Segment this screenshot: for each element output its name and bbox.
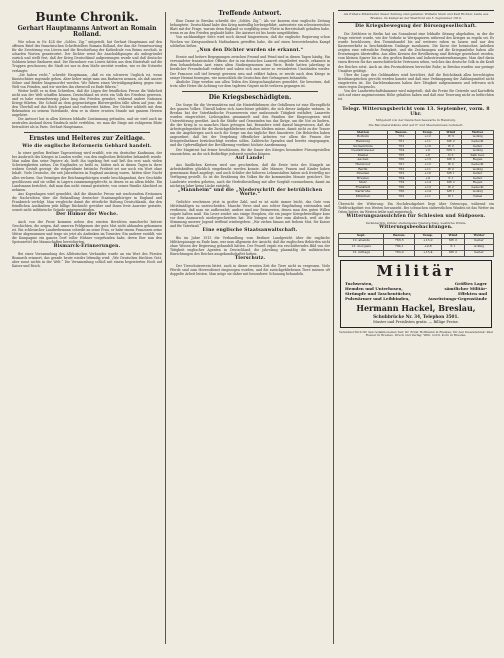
article-paragraph: Eine Dame in Breslau schreibt der „Schles. Zig.“: Als vor kurzem eine englische Zeitung behauptete, Deutschland habe den Krieg mutwillig herbeigeführt, antwortete ein schweizerisches Blatt mit der Frage, warum denn England so sorgfältig seine Flotte in Bereitschaft gehalten habe, wenn es an den Frieden geglaubt hätte. Die Antwort ist bis heute ausgeblieben. bbox=[170, 19, 330, 36]
ad-address: Schuhbrücke Nr. 34, Telephon 3501. bbox=[373, 313, 459, 319]
column-2 bbox=[170, 10, 330, 646]
weather-table-cell: Frankfurt bbox=[339, 185, 388, 190]
weather-table-cell: W 2 bbox=[440, 162, 462, 167]
weather-table-cell: +11 bbox=[416, 167, 440, 172]
weather-table-cell: +13 bbox=[416, 158, 440, 163]
weather-table-cell: S 1 bbox=[440, 176, 462, 181]
weather-table-cell: W 3 bbox=[440, 135, 462, 140]
article-title-mannheim: „Mannheim“ und die „Niederschrift der betrüblichen Worte.“ bbox=[177, 187, 323, 198]
ad-title: Militär bbox=[376, 261, 456, 280]
weather-table-cell: 765 bbox=[387, 153, 415, 158]
weather-table-cell: +11 bbox=[416, 139, 440, 144]
weather-table-cell: heiter bbox=[462, 144, 494, 149]
weather-table-cell: Aachen bbox=[339, 158, 388, 163]
article-paragraph: Gedichte erscheinen jetzt in großer Zahl, und es ist nicht immer leicht, das Gute vom Mittelmäßigen zu unterscheiden. Manche Verse sind aus echter Empfindung entstanden und verdienen, daß man sie aufbewahrt; andere sind nur Reimereien, denen man den guten Willen zugute halten muß. Ein Leser sendet uns einige Strophen, die ein junger Kriegsfreiwilliger kurz vor dem Ausmarsch niedergeschrieben hat. Wir bringen sie hier zum Abdruck, weil sie die Stimmung unserer Jugend treffend wiedergeben: „Wir ziehen hinaus mit frohem Mut, für Kaiser und für Vaterland.“ bbox=[170, 200, 330, 229]
weather-table-cell: Karlsruhe bbox=[339, 190, 388, 195]
barometer-table-cell: heiter bbox=[465, 250, 494, 256]
weather-table-cell: +9 bbox=[416, 149, 440, 154]
divider bbox=[24, 132, 150, 133]
barometer-table-row bbox=[339, 250, 494, 256]
weather-table-cell: 761 bbox=[387, 162, 415, 167]
article-paragraph: Über die Lage des Geldmarktes wird berichtet, daß die Reichsbank allen berechtigten Kreditansprüchen gerecht werden konnte und daß eine Verknappung der Zahlungsmittel nicht eingetreten ist. Die Darlehenskassen haben ihre Tätigkeit aufgenommen und erfreuen sich eines regen Zuspruchs. bbox=[338, 72, 494, 89]
weather-table-cell: 764 bbox=[387, 176, 415, 181]
ad-line: Effekten und bbox=[458, 290, 487, 296]
weather-table-cell: bedeckt bbox=[462, 139, 494, 144]
weather-table-cell: bedeckt bbox=[462, 185, 494, 190]
weather-table-cell: Swinemünde bbox=[339, 144, 388, 149]
forecast-title: Witterungsaussichten für Schlesien und Südposen. bbox=[346, 213, 486, 219]
article-title-staatsanwaltschaft: Eine englische Staatsanwaltschaft. bbox=[202, 228, 298, 234]
article-subtitle: Wie die englische Reformerin Gebhard handelt. bbox=[22, 143, 152, 149]
article-paragraph: Weiter heißt es in dem Schreiben, daß die Lügen der feindlichen Presse die Wahrheit nicht aus der Welt schaffen können. Deutschland sei stets ein Volk des Friedens gewesen, und es habe vierundvierzig Jahre lang den Frieden gewahrt, während andere Nationen Kriege führten. Die Schuld an dem gegenwärtigen Blutvergießen falle allein auf jene, die den Überfall auf das Reich geplant und vorbereitet hätten. Der Dichter schließt mit dem Bekenntnis zu seinem Vaterlande, dem er in dieser ernsten Stunde mit ganzem Herzen angehöre. bbox=[12, 88, 162, 118]
ad-line: Tuchwesten, bbox=[345, 280, 373, 286]
advertisement-militaer bbox=[340, 260, 492, 328]
notice-box bbox=[338, 10, 494, 23]
article-paragraph: Ernste und heitere Begegnungen zwischen Freund und Feind sind in diesen Tagen häufig. Ein verwundeter französischer Offizier, der in ein deutsches Lazarett eingeliefert wurde, erkannte in dem behandelnden Arzt einen alten Studiengenossen aus Paris. Beide hatten jahrelang in herzlicher Freundschaft verkehrt und sahen sich nun unter so veränderten Umständen wieder. Der Franzose soll tief bewegt gewesen sein und erklärt haben, er werde nach dem Kriege in seiner Heimat bezeugen, wie menschlich die Deutschen ihre Gefangenen behandeln. bbox=[170, 55, 330, 80]
column-3 bbox=[338, 10, 494, 646]
article-title-erkannt: „Nun den Dichter wurden sie erkannt.“ bbox=[196, 47, 304, 53]
weather-table-cell: W 2 bbox=[440, 144, 462, 149]
weather-table-column-header: Temp. bbox=[416, 130, 440, 135]
article-paragraph: In einer großen Berliner Tageszeitung wird erzählt, wie ein deutscher Kaufmann, der bei Ausbruch des Krieges in London weilte, von den englischen Behörden behandelt wurde. Man nahm ihm seine Papiere ab, hielt ihn tagelang fest und ließ ihn erst nach vielen Schwierigkeiten ziehen. Die Engländer, so heißt es, hätten sich in diesen Tagen in ihrer wahren Gestalt gezeigt; die vielgerühmte britische Freiheit sei nur noch ein Wort ohne Inhalt. Viele Deutsche, die seit Jahrzehnten in England ansässig waren, hätten über Nacht alles verloren. Das Vermögen der Reichsangehörigen wurde beschlagnahmt, ihre Geschäfte geschlossen und sie selbst in Lagern zusammengepfercht, in denen es an allem fehlte. Ein Landsmann berichtet, daß man ihm nicht einmal gestattete, von seiner Familie Abschied zu nehmen. bbox=[12, 151, 162, 192]
barometer-table-cell: 763,5 bbox=[384, 238, 415, 244]
weather-table-cell: Regen bbox=[462, 158, 494, 163]
weather-table-cell: +11 bbox=[416, 195, 440, 200]
weather-table-column-header: Station bbox=[339, 130, 388, 135]
weather-table-cell: Hannover bbox=[339, 162, 388, 167]
ad-right-column bbox=[428, 281, 487, 301]
article-paragraph: Aus ländlichen Kreisen wird uns geschrieben, daß die Ernte trotz des Mangels an Arbeitskräften glücklich eingebracht werden konnte. Alte Männer, Frauen und Kinder haben gemeinsam Hand angelegt, und auch Schüler der höheren Lehranstalten haben sich freiwillig zur Verfügung gestellt. So ist die Ernährung des Volkes für die kommenden Monate gesichert. Die Landwirte werden gebeten, auch die Herbstbestellung mit aller Sorgfalt vorzunehmen, damit im nächsten Jahre keine Lücke entsteht. bbox=[170, 163, 330, 188]
article-title-bismarck: Bismarck-Erinnerungen. bbox=[53, 243, 121, 249]
weather-table-cell: 761 bbox=[387, 139, 415, 144]
barometer-table-cell: 13. morgens bbox=[339, 244, 384, 250]
barometer-table-column-header: Wetter bbox=[465, 233, 494, 238]
weather-report-note: Die Barometerstände sind auf 0° und Meeresniveau reduziert. bbox=[368, 123, 464, 128]
divider bbox=[350, 104, 482, 105]
weather-table-cell: N 2 bbox=[440, 153, 462, 158]
ad-line: Hemden und Unterhosen, bbox=[345, 285, 403, 291]
weather-table-cell: Neufahrwasser bbox=[339, 149, 388, 154]
weather-table-cell: SW 1 bbox=[440, 190, 462, 195]
weather-table-cell: 764 bbox=[387, 149, 415, 154]
barometer-table-cell: SW 2 bbox=[441, 250, 465, 256]
ad-line: Strümpfe und Taschentücher, bbox=[345, 290, 412, 296]
weather-table-cell: +14 bbox=[416, 190, 440, 195]
weather-table-cell: heiter bbox=[462, 172, 494, 177]
article-title-kriegsbeschaedigte: Die Kriegsbeschädigten. bbox=[208, 93, 292, 101]
article-title-hauptmann: Gerhart Hauptmanns Antwort an Romain Rolland. bbox=[17, 24, 157, 38]
weather-table-cell: 760 bbox=[387, 158, 415, 163]
article-title-tierschutz: Tierschutz. bbox=[234, 256, 266, 262]
weather-table-cell: heiter bbox=[462, 176, 494, 181]
weather-table-cell: +12 bbox=[416, 162, 440, 167]
ad-line: sämtlicher Militär- bbox=[444, 285, 487, 291]
weather-table-cell: +13 bbox=[416, 185, 440, 190]
article-paragraph: Die Zeitbörse in Berlin hat am Sonnabend eine lebhafte Sitzung abgehalten, in der die Frage erörtert wurde, wie der Verkehr in Wertpapieren während des Krieges zu regeln sei. Es wurde beschlossen, den Terminhandel bis auf weiteres ruhen zu lassen und nur den Kassenverkehr in beschränktem Umfange zuzulassen. Die Kurse der heimischen Anleihen zeigten eine erfreuliche Festigkeit, und die Zeichnungen auf die Kriegsanleihe haben alle Erwartungen übertroffen. Aus allen Kreisen der Bevölkerung sind Beträge gezeichnet worden, vom kleinen Sparer bis zu den großen Banken und Industrieunternehmungen. Man darf darin einen Beweis für das unerschütterliche Vertrauen sehen, welches das deutsche Volk in die Kraft des Reiches setzt. Auch an den Provinzbörsen herrschte Ruhe; in Breslau wurden nur geringe Umsätze getätigt. bbox=[338, 32, 494, 73]
barometer-table-column-header: Sept. bbox=[339, 233, 384, 238]
weather-table-cell: 760 bbox=[387, 190, 415, 195]
weather-table-cell: W 1 bbox=[440, 195, 462, 200]
weather-table-cell: wolkig bbox=[462, 167, 494, 172]
article-title-treffende: Treffende Antwort. bbox=[218, 10, 282, 17]
weather-table-cell: 759 bbox=[387, 181, 415, 186]
weather-table-body bbox=[339, 135, 494, 199]
article-paragraph: Der Magistrat hat ferner beschlossen, für die Dauer des Krieges besondere Fürsorgestellen einzurichten, an die sich Bedürftige jederzeit wenden können. bbox=[170, 147, 330, 156]
barometer-table-cell: S 1 bbox=[441, 244, 465, 250]
weather-table-cell: 763 bbox=[387, 172, 415, 177]
barometer-table-cell: +9,8 bbox=[415, 244, 441, 250]
weather-table-cell: Dresden bbox=[339, 172, 388, 177]
weather-table-column-header: Barom. bbox=[387, 130, 415, 135]
weather-table-cell: Berlin bbox=[339, 167, 388, 172]
weather-report-title: Telegr. Witterungsbericht vom 13. September, vorm. 8 Uhr. bbox=[342, 106, 490, 117]
weather-table-cell: wolkig bbox=[462, 135, 494, 140]
weather-summary: Übersicht der Witterung: Ein Hochdruckgebiet liegt über Osteuropa, während ein Tiefdruckgebiet von Westen heranzieht. Bei schwachen südwestlichen Winden ist das Wetter im Osten heiter, im Westen trübe und regnerisch. bbox=[338, 201, 494, 214]
weather-table-cell: SW 3 bbox=[440, 158, 462, 163]
article-paragraph: Die Sorge für die Verwundeten und die Hinterbliebenen der Gefallenen ist eine Ehrenpflicht des ganzen Volkes. Überall haben sich Ausschüsse gebildet, die sich dieser Aufgabe widmen. In Breslau hat der Vaterländische Frauenverein eine umfassende Tätigkeit entfaltet; Lazarette wurden eingerichtet, Liebesgaben gesammelt und den Familien der Eingezogenen wird Unterstützung gewährt. Auch die Städte und Gemeinden tun das Ihrige, um die Not zu lindern, die der Krieg in so manches Haus getragen hat. Besonders wird darauf hingewiesen, daß die Arbeitsgelegenheit für die Zurückgebliebenen erhalten bleiben müsse, damit nicht zu der Trauer um die Angehörigen auch noch die Sorge um das tägliche Brot hinzutrete. Die Behörden haben angeordnet, daß bei der Vergebung öffentlicher Arbeiten vor allem die Frauen der Kriegsteilnehmer berücksichtigt werden sollen. Zahlreiche Spenden sind bereits eingegangen, und die Opferwilligkeit der Bevölkerung verdient höchste Anerkennung. bbox=[170, 103, 330, 148]
column-rule bbox=[165, 12, 166, 644]
weather-table-cell: +10 bbox=[416, 172, 440, 177]
imprint-footer: Verantwortlich für den redaktionellen Teil: Dr. Ernst Hoffmann in Breslau; für den Inseratenteil: Paul Rosner in Breslau. Druck und Verlag: Wilh. Gottl. Korn in Breslau. bbox=[338, 329, 494, 338]
notice-text: Als frühere Mitarbeiter dieser Zeitung sind gefallen: Wilhelm Stein und Karl Richter, beide aus Breslau, im Kampf an der Westfront am 5. September 1914. bbox=[343, 12, 489, 20]
barometer-table-body bbox=[339, 238, 494, 256]
article-title-ernstes: Ernstes und Heiteres zur Zeitlage. bbox=[29, 135, 145, 143]
weather-table-cell: 762 bbox=[387, 135, 415, 140]
barometer-table-column-header: Temp. bbox=[415, 233, 441, 238]
weather-table-cell: 760 bbox=[387, 185, 415, 190]
article-paragraph: „Sie haben recht,“ schreibt Hauptmann, „daß es ein schweres Unglück ist, wenn Kunstschätze zugrunde gehen. Aber lieber möge man uns Barbaren nennen, als daß unsere Söhne und Brüder hingemordet werden. Wir führen einen Verteidigungskrieg gegen eine Welt von Feinden, und wir werden ihn ehrenvoll zu Ende führen.“ bbox=[12, 72, 162, 89]
ad-tagline: Muster und Preislisten gratis. — Billige Preise. bbox=[373, 319, 459, 324]
barometer-table-column-header: Wind bbox=[441, 233, 465, 238]
weather-table-cell: Metz bbox=[339, 181, 388, 186]
article-paragraph: Auch von der Front kommen neben den ernsten Berichten mancherlei heitere Geschichten, die zeigen, daß unseren Feldgrauen der gute Mut nicht abhanden gekommen ist. Ein schlesischer Landwehrmann schreibt an seine Frau, er habe einem Franzosen seine Mütze abgenommen und trage sie jetzt als Andenken im Tornister. Ein anderer erzählt, wie die Kompagnie ein ganzes Dorf voller Hühner vorgefunden habe, deren Eier nun den Speisezettel der Mannschaften bereicherten. bbox=[12, 219, 162, 244]
article-title-lande: Auf Lande! bbox=[235, 155, 265, 161]
weather-table-cell: SW 2 bbox=[440, 181, 462, 186]
weather-table-cell: wolkig bbox=[462, 190, 494, 195]
weather-table-cell: Breslau bbox=[339, 176, 388, 181]
barometer-table-column-header: Barom. bbox=[384, 233, 415, 238]
weather-table-cell: Nebel bbox=[462, 195, 494, 200]
barometer-table bbox=[338, 233, 494, 257]
article-paragraph: Bei einer Versammlung des Alldeutschen Verbandes wurde an ein Wort des Fürsten Bismarck erinnert, das gerade heute wieder lebendig wird: „Wir Deutschen fürchten Gott, aber sonst nichts in der Welt.“ Die Versammlung schloß mit einem begeisterten Hoch auf Kaiser und Reich. bbox=[12, 251, 162, 268]
article-paragraph: Aus Kopenhagen wird gemeldet, daß die dänische Presse mit wachsendem Erstaunen die Nachrichten über die Behandlung deutscher Staatsangehöriger in England und Frankreich verfolgt. Man vergleiche damit die ritterliche Haltung Deutschlands, das den feindlichen Ausländern jede billige Rücksicht gewähre und ihnen freie Ausreise gestatte, soweit nicht militärische Gründe entgegenstünden. bbox=[12, 191, 162, 212]
forecast-text: Veränderlich, kühler, stellenweise Niederschlag, westliche Winde. bbox=[365, 220, 467, 225]
barometer-table-cell: 12. abends bbox=[339, 238, 384, 244]
barometer-table-cell: wolkig bbox=[465, 244, 494, 250]
weather-table-cell: W 2 bbox=[440, 167, 462, 172]
weather-table-cell: Memel bbox=[339, 153, 388, 158]
barometer-table-cell: 763,2 bbox=[384, 250, 415, 256]
weather-table-row bbox=[339, 195, 494, 200]
weather-table-cell: +8 bbox=[416, 153, 440, 158]
article-title-kriegsbewegung: Die Kriegsbewegung der Börsengesellschaft. bbox=[355, 24, 477, 30]
article-paragraph: Ähnliche Züge werden aus allen Teilen des Kriegsschauplatzes gemeldet. Sie beweisen, daß trotz aller Hetze die Achtung vor dem tapferen Gegner nicht verloren gegangen ist. bbox=[170, 79, 330, 88]
weather-table-cell: +10 bbox=[416, 144, 440, 149]
weather-table-cell: wolkig bbox=[462, 149, 494, 154]
ad-line: Ausrüstungs-Gegenstände bbox=[427, 295, 487, 301]
divider bbox=[182, 91, 318, 92]
weather-table-cell: 762 bbox=[387, 167, 415, 172]
weather-table-cell: +12 bbox=[416, 135, 440, 140]
weather-table bbox=[338, 130, 494, 200]
ad-lines bbox=[345, 281, 487, 301]
article-paragraph: Bis im Jahre 1915 die Verhandlung vom Berliner Landgericht über die englische Militärspionage zu Ende kam, war man allgemein der Ansicht, daß die englischen Behörden nicht ohne Wissen der Regierung gehandelt hätten. Der Prozeß ergab ein erschütterndes Bild von der Tätigkeit englischer Agenten in Deutschland, die jahrelang planmäßig die militärischen Einrichtungen des Reiches ausgekundschaftet hatten. bbox=[170, 236, 330, 257]
ad-firm-name: Hermann Hackel, Breslau, bbox=[356, 302, 476, 313]
ad-line: Pulswärmer und Leibbinden, bbox=[345, 295, 410, 301]
weather-table-cell: W 2 bbox=[440, 185, 462, 190]
column-rule bbox=[333, 12, 334, 644]
weather-table-cell: +14 bbox=[416, 181, 440, 186]
ad-line: Größtes Lager bbox=[454, 280, 487, 286]
barometer-table-cell: 764,1 bbox=[384, 244, 415, 250]
barometer-table-cell: heiter bbox=[465, 238, 494, 244]
weather-table-cell: SW 1 bbox=[440, 172, 462, 177]
weather-table-cell: 762 bbox=[387, 195, 415, 200]
barometer-table-cell: SW 2 bbox=[441, 238, 465, 244]
weather-table-cell: NW 1 bbox=[440, 149, 462, 154]
section-title-chronik: Bunte Chronik. bbox=[35, 10, 139, 24]
weather-table-cell: Hamburg bbox=[339, 139, 388, 144]
article-paragraph: Der Tierschutzverein bittet, auch in dieser ernsten Zeit die Tiere nicht zu vergessen. Viele Pferde sind zum Heeresdienst eingezogen worden, und die zurückgebliebenen Tiere müssen oft doppelte Arbeit leisten. Man möge sie daher mit besonderer Schonung behandeln. bbox=[170, 264, 330, 277]
article-title-humor: Der Humor der Woche. bbox=[55, 211, 118, 217]
barometer-table-cell: 13. mittags bbox=[339, 250, 384, 256]
article-paragraph: Wie schon in Nr. 424 der „Schles. Zig.“ mitgeteilt, hat Gerhart Hauptmann auf den offenen Brief des französischen Schriftstellers Romain Rolland, der ihm die Verantwortung für die Zerstörung von Löwen und die Beschießung der Kathedrale von Reims zuschob, in scharfen Worten geantwortet. Der Dichter weist die Anschuldigungen als unbegründet zurück und stellt fest, daß der Krieg Deutschland aufgezwungen wurde und daß deutsche Soldaten keine Barbaren sind. Die Einwohner von Löwen hätten aus dem Hinterhalt auf die Truppen geschossen; die Stadt sei nur in dem Maße zerstört worden, wie es die Notwehr verlangte. bbox=[12, 40, 162, 73]
article-paragraph: Die Antwort hat in allen Kreisen lebhafte Zustimmung gefunden, und sie wird auch im neutralen Ausland ihren Eindruck nicht verfehlen, wo man die Dinge mit ruhigerem Blute betrachtet als in Paris. Gerhart Hauptmann. bbox=[12, 117, 162, 130]
barometer-title: Witterungsbeobachtungen. bbox=[379, 225, 453, 231]
weather-table-column-header: Wetter bbox=[462, 130, 494, 135]
weather-table-cell: halb bed. bbox=[462, 153, 494, 158]
weather-table-cell: Borkum bbox=[339, 135, 388, 140]
weather-table-cell: 763 bbox=[387, 144, 415, 149]
weather-table-cell: bedeckt bbox=[462, 162, 494, 167]
barometer-table-cell: +15,4 bbox=[415, 250, 441, 256]
weather-table-cell: SW 2 bbox=[440, 139, 462, 144]
weather-report-subtitle: Mitgeteilt von der Deutschen Seewarte in Hamburg. bbox=[375, 118, 457, 123]
weather-table-cell: München bbox=[339, 195, 388, 200]
weather-table-cell: +9 bbox=[416, 176, 440, 181]
article-paragraph: Von der Landwirtschaftskammer wird mitgeteilt, daß die Preise für Getreide und Kartoffeln sich auf einer angemessenen Höhe gehalten haben und daß eine Teuerung nicht zu befürchten ist. bbox=[338, 88, 494, 101]
barometer-table-cell: +13,2 bbox=[415, 238, 441, 244]
weather-table-column-header: Wind bbox=[440, 130, 462, 135]
column-1 bbox=[12, 10, 162, 646]
ad-left-column bbox=[345, 281, 412, 301]
weather-table-cell: Regen bbox=[462, 181, 494, 186]
article-paragraph: Von sachkundiger Seite wird noch darauf hingewiesen, daß die englische Regierung schon Wochen vor Kriegsausbruch Maßnahmen getroffen habe, die auf einen bevorstehenden Kampf schließen ließen. bbox=[170, 35, 330, 48]
